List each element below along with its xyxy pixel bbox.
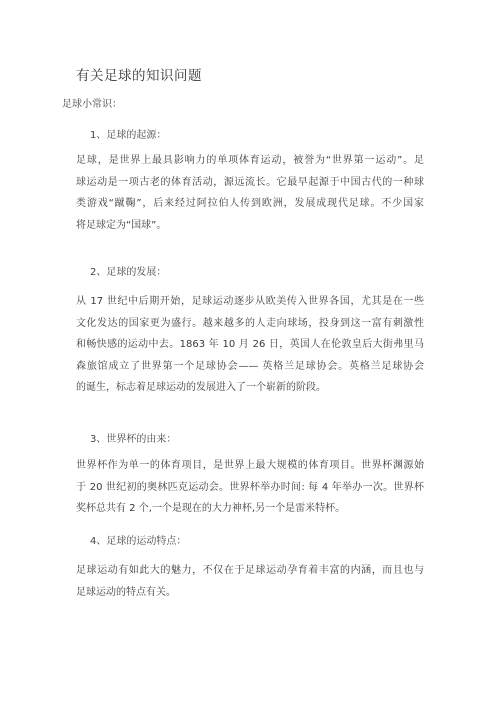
section-paragraph-development (76, 291, 424, 399)
paragraph-line: 和畅快感的运动中去。1863 年 10 月 26 日，英国人在伦敦皇后大街弗里马 (76, 339, 424, 350)
section-heading-origin: 1、足球的起源： (90, 130, 167, 141)
paragraph-line: 将足球定为“国球”。 (76, 219, 167, 231)
section-heading-development: 2、足球的发展： (90, 267, 167, 278)
paragraph-line: 足球运动的特点有关。 (76, 586, 176, 598)
paragraph-line: 的诞生，标志着足球运动的发展进入了一个崭新的阶段。 (76, 382, 326, 393)
paragraph-line: 足球，是世界上最具影响力的单项体育运动，被誉为“世界第一运动”。足 (76, 155, 424, 166)
paragraph-line: 足球运动有如此大的魅力，不仅在于足球运动孕育着丰富的内涵，而且也与 (76, 565, 424, 576)
paragraph-line: 奖杯总共有 2 个,一个是现在的大力神杯,另一个是雷米特杯。 (76, 503, 346, 514)
paragraph-line: 于 20 世纪初的奥林匹克运动会。世界杯举办时间: 每 4 年举办一次。世界杯 (76, 481, 424, 493)
intro-label: 足球小常识： (62, 99, 122, 110)
paragraph-line: 森旅馆成立了世界第一个足球协会—— 英格兰足球协会。英格兰足球协会 (76, 360, 424, 372)
section-paragraph-features (76, 560, 424, 603)
section-heading-features: 4、足球的运动特点： (90, 536, 187, 547)
section-paragraph-world-cup (76, 455, 424, 520)
document-title: 有关足球的知识问题 (76, 68, 202, 84)
section-paragraph-origin (76, 150, 424, 236)
paragraph-line: 文化发达的国家更为盛行。越来越多的人走向球场，投身到这一富有刺激性 (76, 317, 424, 329)
paragraph-line: 从 17 世纪中后期开始，足球运动逐步从欧美传入世界各国，尤其是在一些 (76, 296, 424, 307)
paragraph-line: 类游戏“蹴鞠”，后来经过阿拉伯人传到欧洲，发展成现代足球。不少国家 (76, 198, 424, 209)
section-heading-world-cup: 3、世界杯的由来： (90, 434, 177, 445)
paragraph-line: 世界杯作为单一的体育项目，是世界上最大规模的体育项目。世界杯渊源始 (76, 460, 424, 471)
paragraph-line: 球运动是一项古老的体育活动，源远流长。它最早起源于中国古代的一种球 (76, 176, 424, 188)
